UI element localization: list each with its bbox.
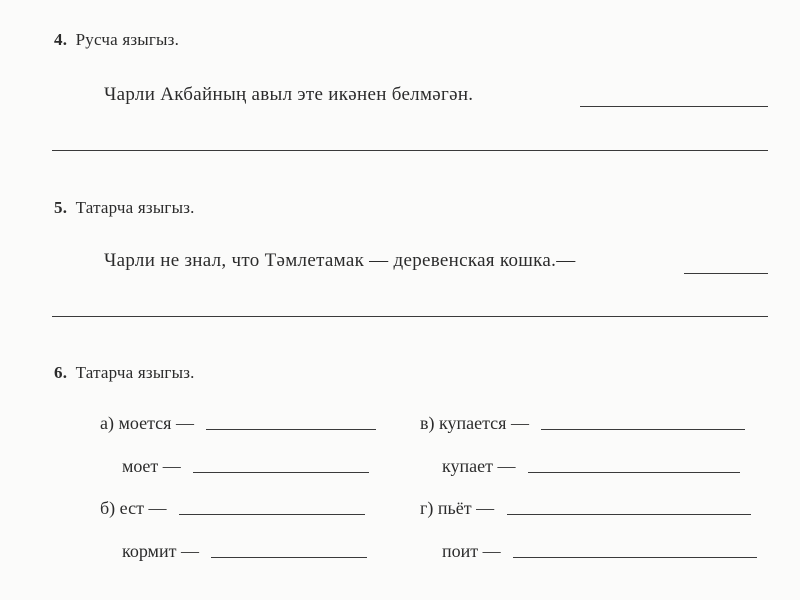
word-item bbox=[100, 413, 376, 434]
answer-blank[interactable] bbox=[211, 557, 367, 558]
task-5-number: 5. bbox=[54, 198, 68, 217]
task-5-instruction: Татарча языгыз. bbox=[75, 198, 195, 217]
word-label: купает — bbox=[442, 456, 516, 476]
answer-blank[interactable] bbox=[528, 472, 740, 473]
task-5-sentence: Чарли не знал, что Тәмлетамак — деревенская кошка.— bbox=[104, 250, 576, 271]
task-4-sentence: Чарли Акбайның авыл эте икәнен белмәгән. bbox=[104, 84, 474, 105]
word-label: б) ест — bbox=[100, 498, 167, 518]
word-item bbox=[442, 541, 757, 562]
word-item bbox=[100, 498, 365, 519]
task-6-heading bbox=[54, 363, 195, 383]
word-label: кормит — bbox=[122, 541, 199, 561]
word-item bbox=[122, 541, 367, 562]
answer-blank[interactable] bbox=[507, 514, 751, 515]
word-item bbox=[420, 498, 751, 519]
word-label: г) пьёт — bbox=[420, 498, 495, 518]
task-4-heading bbox=[54, 30, 179, 50]
answer-blank[interactable] bbox=[193, 472, 369, 473]
task-4-instruction: Русча языгыз. bbox=[75, 30, 180, 49]
word-label: а) моется — bbox=[100, 413, 194, 433]
task-4-inline-blank[interactable] bbox=[580, 106, 768, 107]
task-6-number: 6. bbox=[54, 363, 68, 382]
word-label: в) купается — bbox=[420, 413, 529, 433]
task-5-inline-blank[interactable] bbox=[684, 273, 768, 274]
word-item bbox=[122, 456, 369, 477]
word-label: поит — bbox=[442, 541, 501, 561]
task-5-heading bbox=[54, 198, 195, 218]
word-label: мoет — bbox=[122, 456, 181, 476]
answer-blank[interactable] bbox=[179, 514, 365, 515]
task-5-answer-line[interactable] bbox=[52, 316, 768, 317]
task-6-instruction: Татарча языгыз. bbox=[75, 363, 195, 382]
word-item bbox=[420, 413, 745, 434]
answer-blank[interactable] bbox=[541, 429, 745, 430]
task-4-answer-line[interactable] bbox=[52, 150, 768, 151]
answer-blank[interactable] bbox=[513, 557, 757, 558]
word-item bbox=[442, 456, 740, 477]
answer-blank[interactable] bbox=[206, 429, 376, 430]
task-4-number: 4. bbox=[54, 30, 68, 49]
